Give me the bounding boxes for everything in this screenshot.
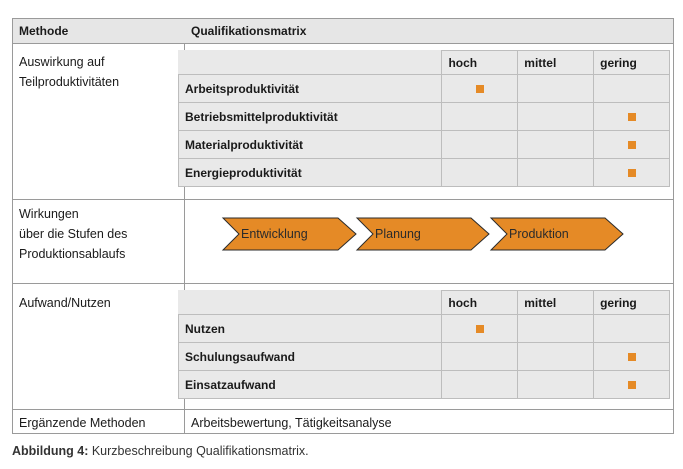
matrix-cell [594,371,670,399]
row-divider [13,199,673,200]
matrix-col-gering: gering [594,291,670,315]
matrix-row-label: Materialproduktivität [179,131,442,159]
matrix-cell [518,103,594,131]
matrix-col-hoch: hoch [442,51,518,75]
header-methode: Methode [19,24,69,38]
header-qualifikationsmatrix: Qualifikationsmatrix [191,24,307,38]
caption-text: Kurzbeschreibung Qualifikationsmatrix. [88,444,309,458]
matrix-header-row [179,51,670,75]
method-table [12,18,674,434]
matrix-cell [594,343,670,371]
stage-arrow-entwicklung [223,218,356,250]
table-row [179,343,670,371]
matrix-corner [179,291,442,315]
table-row [179,371,670,399]
level-marker [628,113,636,121]
level-marker [628,381,636,389]
row-label-auswirkung [19,52,119,92]
row-label-line: Teilproduktivitäten [19,75,120,89]
matrix-corner [179,51,442,75]
matrix-cell [442,75,518,103]
matrix-col-mittel: mittel [518,51,594,75]
matrix-row-label: Arbeitsproduktivität [179,75,442,103]
matrix-header-row [179,291,670,315]
ergaenzend-value: Arbeitsbewertung, Tätigkeitsanalyse [191,416,392,430]
table-row [179,75,670,103]
matrix-cell [518,131,594,159]
row-label-line: über die Stufen des [19,227,128,241]
row-divider [13,409,673,410]
table-row [179,131,670,159]
stage-label: Entwicklung [241,227,308,241]
figure-caption [12,444,309,458]
matrix-col-gering: gering [594,51,670,75]
matrix-aufwand-nutzen [178,290,670,399]
level-marker [628,353,636,361]
row-label-ergaenzend: Ergänzende Methoden [19,416,146,430]
matrix-cell [442,159,518,187]
row-label-line: Wirkungen [19,207,79,221]
row-label-aufwand: Aufwand/Nutzen [19,296,111,310]
matrix-cell [518,159,594,187]
row-label-line: Produktionsablaufs [19,247,126,261]
matrix-cell [594,159,670,187]
matrix-cell [518,75,594,103]
process-stages [213,216,633,256]
matrix-col-mittel: mittel [518,291,594,315]
matrix-row-label: Einsatzaufwand [179,371,442,399]
stage-label: Produktion [509,227,569,241]
matrix-teilproduktivitaeten [178,50,670,187]
matrix-cell [518,371,594,399]
matrix-cell [594,315,670,343]
matrix-cell [594,131,670,159]
matrix-row-label: Schulungsaufwand [179,343,442,371]
table-row [179,315,670,343]
matrix-cell [518,343,594,371]
matrix-cell [594,75,670,103]
table-row [179,159,670,187]
matrix-col-hoch: hoch [442,291,518,315]
level-marker [476,325,484,333]
matrix-cell [442,343,518,371]
matrix-row-label: Nutzen [179,315,442,343]
row-label-wirkungen [19,204,127,264]
matrix-cell [442,371,518,399]
stage-label: Planung [375,227,421,241]
matrix-cell [442,103,518,131]
level-marker [628,169,636,177]
matrix-cell [442,315,518,343]
matrix-cell [518,315,594,343]
stage-arrow-produktion [491,218,623,250]
matrix-cell [442,131,518,159]
stage-arrow-planung [357,218,489,250]
table-row [179,103,670,131]
matrix-row-label: Betriebsmittelproduktivität [179,103,442,131]
caption-prefix: Abbildung 4: [12,444,89,458]
level-marker [628,141,636,149]
row-label-line: Auswirkung auf [19,55,105,69]
row-divider [13,283,673,284]
matrix-row-label: Energieproduktivität [179,159,442,187]
table-header [13,19,673,44]
matrix-cell [594,103,670,131]
level-marker [476,85,484,93]
